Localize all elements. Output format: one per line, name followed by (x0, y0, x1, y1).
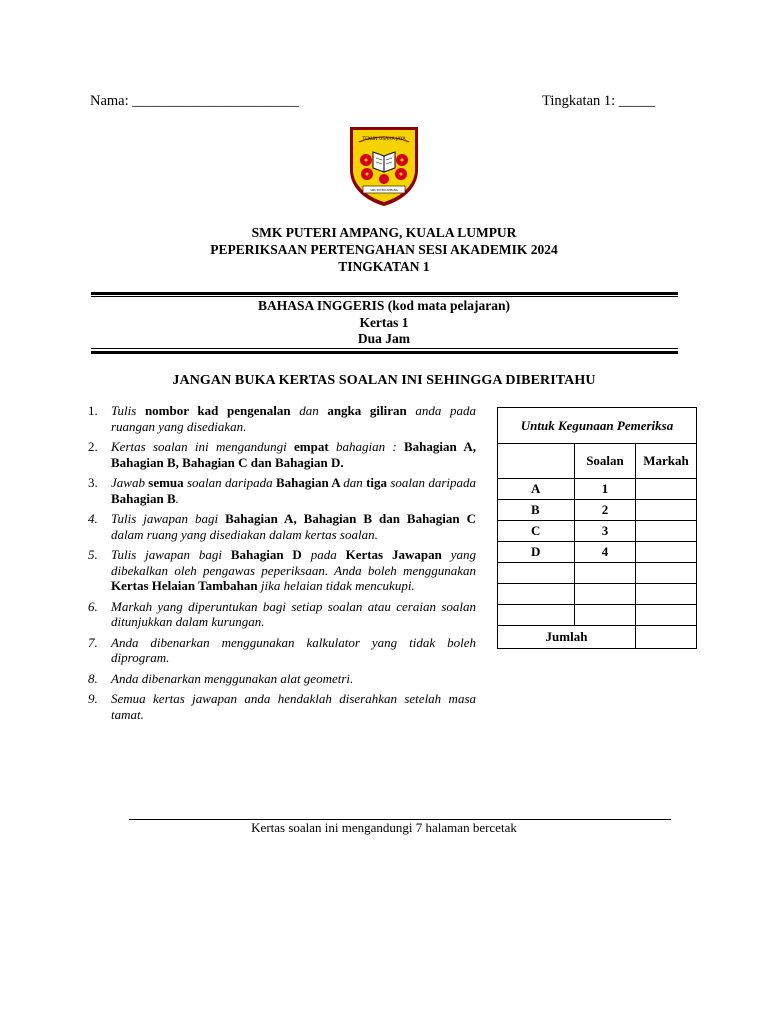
school-name: SMK PUTERI AMPANG, KUALA LUMPUR (251, 225, 517, 240)
examiner-table-row (498, 563, 697, 584)
instruction-text: Semua kertas jawapan anda hendaklah diserahkan setelah masa tamat. (111, 691, 476, 722)
examiner-use-table (497, 407, 697, 649)
page-count-footer: Kertas soalan ini mengandungi 7 halaman bercetak (251, 820, 517, 835)
instruction-text: dan (343, 475, 367, 490)
soalan-cell: 3 (575, 521, 636, 542)
instruction-text: Anda dibenarkan menggunakan kalkulator yang tidak boleh diprogram. (111, 634, 476, 665)
instruction-text: Jawab (111, 475, 149, 490)
instruction-text: soalan daripada (183, 475, 276, 490)
instruction-text: Tulis jawapan bagi (111, 511, 226, 526)
instruction-text: dalam ruang yang disediakan dalam kertas soalan. (111, 526, 378, 542)
column-header-markah: Markah (636, 444, 697, 479)
section-cell (498, 563, 575, 584)
instruction-emphasis: Bahagian B (111, 490, 176, 506)
column-header-soalan: Soalan (575, 444, 636, 479)
instruction-emphasis: nombor kad pengenalan (144, 403, 291, 418)
markah-cell (636, 584, 697, 605)
total-label: Jumlah (498, 626, 636, 649)
instruction-number: 7. (88, 634, 98, 650)
instruction-text: soalan daripada (387, 475, 476, 490)
examiner-table-row (498, 500, 697, 521)
form-level: TINGKATAN 1 (338, 259, 430, 274)
name-field-label: Nama: _______________________ (90, 93, 300, 109)
instruction-text: Kertas soalan ini mengandungi (111, 439, 295, 454)
section-cell (498, 584, 575, 605)
form-field-label: Tingkatan 1: _____ (542, 93, 656, 109)
instruction-text: dan (290, 403, 328, 418)
instruction-number: 4. (88, 511, 98, 526)
instruction-number: 2. (88, 439, 98, 454)
markah-cell (636, 521, 697, 542)
examiner-table-row (498, 542, 697, 563)
instruction-text: yang dibekalkan oleh pengawas peperiksaan. Anda boleh menggunakan (111, 547, 476, 578)
examiner-table-title: Untuk Kegunaan Pemeriksa (498, 408, 697, 444)
instruction-emphasis: angka giliran (327, 403, 407, 418)
instruction-item (88, 475, 476, 506)
instruction-emphasis: semua (148, 475, 184, 490)
examiner-table-row (498, 479, 697, 500)
instruction-emphasis: Bahagian A, Bahagian B, Bahagian C dan Bahagian D. (111, 439, 476, 470)
instruction-item (88, 439, 476, 470)
instruction-item (88, 547, 476, 594)
paper-number: Kertas 1 (359, 314, 409, 330)
instructions-list (88, 403, 476, 727)
soalan-cell (575, 605, 636, 626)
instruction-text: pada (301, 547, 346, 562)
instruction-number: 8. (88, 670, 98, 686)
do-not-open-warning: JANGAN BUKA KERTAS SOALAN INI SEHINGGA DIBERITAHU (172, 373, 596, 388)
instruction-number: 9. (88, 691, 98, 706)
section-cell: D (498, 542, 575, 563)
examiner-table-row (498, 584, 697, 605)
instruction-text: bahagian : (328, 439, 405, 454)
subject-name: BAHASA INGGERIS (kod mata pelajaran) (257, 298, 511, 313)
divider-bottom-thin (91, 348, 678, 349)
instruction-text: Markah yang diperuntukan bagi setiap soalan atau ceraian soalan ditunjukkan dalam kurungan. (111, 598, 476, 629)
instruction-text: jika helaian tidak mencukupi. (257, 578, 415, 593)
instruction-item (88, 403, 476, 434)
markah-cell (636, 563, 697, 584)
instruction-text: Anda dibenarkan menggunakan alat geometri. (111, 670, 354, 686)
school-heading (0, 224, 768, 275)
instruction-number: 3. (88, 475, 98, 490)
instruction-number: 5. (88, 547, 98, 562)
markah-cell (636, 479, 697, 500)
soalan-cell (575, 584, 636, 605)
markah-cell (636, 542, 697, 563)
instruction-number: 6. (88, 598, 98, 614)
instruction-emphasis: Bahagian D (230, 547, 302, 562)
instruction-emphasis: Bahagian A (275, 475, 344, 490)
subject-block (0, 298, 768, 348)
markah-cell (636, 605, 697, 626)
instruction-text: anda pada ruangan yang disediakan. (111, 403, 477, 434)
section-cell: C (498, 521, 575, 542)
examiner-table-row (498, 605, 697, 626)
instruction-item (88, 511, 476, 542)
instruction-item (88, 671, 476, 687)
section-cell: A (498, 479, 575, 500)
instruction-item (88, 635, 476, 666)
section-cell: B (498, 500, 575, 521)
exam-title: PEPERIKSAAN PERTENGAHAN SESI AKADEMIK 2024 (210, 242, 558, 257)
school-crest-logo (347, 124, 421, 208)
soalan-cell: 4 (575, 542, 636, 563)
instruction-emphasis: Kertas Jawapan (345, 547, 442, 562)
divider-top-thick (91, 292, 678, 295)
markah-cell (636, 500, 697, 521)
instruction-item (88, 599, 476, 630)
examiner-table-blank-header (498, 444, 575, 479)
soalan-cell (575, 563, 636, 584)
instruction-text: Tulis jawapan bagi (111, 547, 231, 562)
soalan-cell: 1 (575, 479, 636, 500)
instruction-emphasis: Kertas Helaian Tambahan (111, 578, 258, 593)
soalan-cell: 2 (575, 500, 636, 521)
divider-top-thin (91, 296, 678, 297)
crest-school-scroll: SMK PUTERI AMPANG (370, 189, 398, 192)
instruction-text: . (175, 490, 179, 506)
instruction-text: Tulis (111, 403, 145, 418)
total-markah-cell (636, 626, 697, 649)
divider-bottom-thick (91, 351, 678, 354)
instruction-item (88, 691, 476, 722)
crest-motto: TEKUN USAHA JAYA (362, 137, 406, 142)
instruction-number: 1. (88, 403, 98, 418)
instruction-emphasis: Bahagian A, Bahagian B dan Bahagian C (225, 511, 476, 526)
duration: Dua Jam (357, 331, 411, 346)
examiner-table-row (498, 521, 697, 542)
instruction-emphasis: empat (294, 439, 329, 454)
instruction-emphasis: tiga (366, 475, 388, 490)
section-cell (498, 605, 575, 626)
